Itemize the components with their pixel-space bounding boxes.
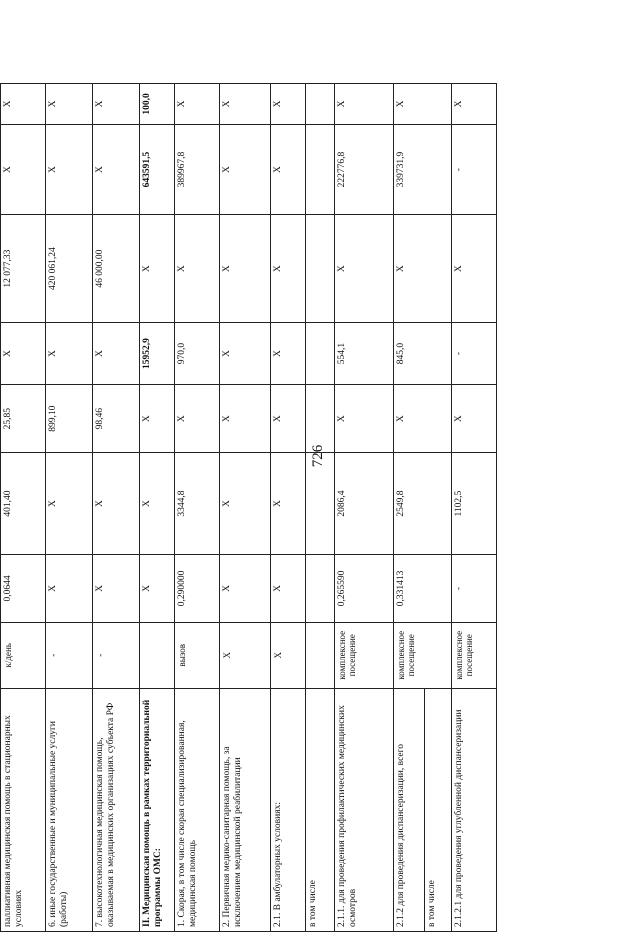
cell-c3: Х <box>271 555 306 623</box>
cell-c6: - <box>452 322 497 384</box>
cell-c8: 339731,9 <box>394 124 452 215</box>
row-name: 2.1. В амбулаторных условиях: <box>271 688 306 931</box>
table-row <box>1 84 46 932</box>
cell-c5: Х <box>335 385 394 453</box>
row-unit <box>306 622 335 688</box>
cell-c5: Х <box>452 385 497 453</box>
cell-c9: Х <box>394 84 452 125</box>
table-row <box>220 84 271 932</box>
cell-c8: - <box>452 124 497 215</box>
cell-c4: Х <box>93 453 140 555</box>
cell-c9: Х <box>452 84 497 125</box>
cell-c5: Х <box>140 385 175 453</box>
cell-c4: 3344,8 <box>175 453 220 555</box>
table-row <box>175 84 220 932</box>
cell-c6: 554,1 <box>335 322 394 384</box>
cell-c4: Х <box>271 453 306 555</box>
table-row <box>394 84 425 932</box>
row-unit: комплексное посещение <box>452 622 497 688</box>
row-unit <box>140 622 175 688</box>
cell-c9: Х <box>175 84 220 125</box>
cell-c5: 899,10 <box>46 385 93 453</box>
cell-c9: Х <box>46 84 93 125</box>
row-name: 2.1.2.1 для проведения углубленной диспансеризации <box>452 688 497 931</box>
cell-c3: 0,0644 <box>1 555 46 623</box>
cell-c8: Х <box>220 124 271 215</box>
cell-c8: Х <box>93 124 140 215</box>
cell-c5: 25,85 <box>1 385 46 453</box>
table-row <box>452 84 497 932</box>
row-name: II. Медицинская помощь в рамках территориальной программы ОМС: <box>140 688 175 931</box>
cell-c5: 98,46 <box>93 385 140 453</box>
cell-c3: Х <box>46 555 93 623</box>
table-row <box>271 84 306 932</box>
cell-c7: 420 061,24 <box>46 215 93 323</box>
cell-c8: 389967,8 <box>175 124 220 215</box>
cell-c9: Х <box>271 84 306 125</box>
cell-c7: Х <box>175 215 220 323</box>
table-row <box>46 84 93 932</box>
cell-c3: 0,290000 <box>175 555 220 623</box>
cell-c3: Х <box>93 555 140 623</box>
cell-c4: 2549,8 <box>394 453 452 555</box>
cell-c7 <box>306 215 335 323</box>
cell-c8: Х <box>1 124 46 215</box>
row-unit: вызов <box>175 622 220 688</box>
row-unit: к/день <box>1 622 46 688</box>
cell-c6: Х <box>220 322 271 384</box>
table-row <box>306 84 335 932</box>
cell-c9: Х <box>220 84 271 125</box>
cell-c4: 401,40 <box>1 453 46 555</box>
cell-c6: Х <box>93 322 140 384</box>
cell-c7: Х <box>220 215 271 323</box>
row-name: 2.1.2 для проведения диспансеризации, всего <box>394 688 425 931</box>
table-row <box>140 84 175 932</box>
row-unit: комплексное посещение <box>394 622 452 688</box>
cell-c6 <box>306 322 335 384</box>
cell-c9: Х <box>93 84 140 125</box>
cell-c7: Х <box>335 215 394 323</box>
cell-c8 <box>306 124 335 215</box>
row-name: в том числе <box>425 688 452 931</box>
row-name: 7. высокотехнологичная медицинская помощь, оказываемая в медицинских организациях субъекта РФ <box>93 688 140 931</box>
cell-c9: Х <box>335 84 394 125</box>
cell-c8: Х <box>271 124 306 215</box>
cell-c5: Х <box>220 385 271 453</box>
row-name: 2. Первичная медико-санитарная помощь, за исключением медицинской реабилитации <box>220 688 271 931</box>
row-name: паллиативная медицинская помощь в стационарных условиях <box>1 688 46 931</box>
cell-c5: Х <box>394 385 452 453</box>
row-unit: - <box>93 622 140 688</box>
cell-c7: Х <box>271 215 306 323</box>
cell-c3: Х <box>220 555 271 623</box>
cell-c7: Х <box>140 215 175 323</box>
row-unit: комплексное посещение <box>335 622 394 688</box>
cell-c7: Х <box>394 215 452 323</box>
cell-c4: Х <box>46 453 93 555</box>
row-unit: - <box>46 622 93 688</box>
cell-c3: 0,331413 <box>394 555 452 623</box>
cell-c3: - <box>452 555 497 623</box>
cell-c6: 845,0 <box>394 322 452 384</box>
cell-c3: 0,265590 <box>335 555 394 623</box>
cell-c6: 15952,9 <box>140 322 175 384</box>
cell-c8: 222776,8 <box>335 124 394 215</box>
table-row <box>335 84 394 932</box>
cell-c7: 12 077,33 <box>1 215 46 323</box>
cell-c6: Х <box>46 322 93 384</box>
cell-c6: Х <box>1 322 46 384</box>
row-name: в том числе <box>306 688 335 931</box>
cell-c4: Х <box>140 453 175 555</box>
cell-c8: Х <box>46 124 93 215</box>
cell-c4 <box>306 453 335 555</box>
cell-c4: Х <box>220 453 271 555</box>
row-unit: Х <box>220 622 271 688</box>
cell-c9: Х <box>1 84 46 125</box>
cell-c3 <box>306 555 335 623</box>
cell-c7: 46 000,00 <box>93 215 140 323</box>
cell-c4: 1102,5 <box>452 453 497 555</box>
cell-c5: Х <box>271 385 306 453</box>
oms-funding-table <box>0 83 497 932</box>
row-name: 2.1.1. для проведения профилактических медицинских осмотров <box>335 688 394 931</box>
cell-c7: Х <box>452 215 497 323</box>
cell-c3: Х <box>140 555 175 623</box>
cell-c4: 2086,4 <box>335 453 394 555</box>
table-row <box>93 84 140 932</box>
cell-c6: Х <box>271 322 306 384</box>
rotated-table-container <box>0 83 488 932</box>
cell-c5: Х <box>175 385 220 453</box>
cell-c9 <box>306 84 335 125</box>
page-number: 726 <box>310 444 326 468</box>
row-name: 6. иные государственные и муниципальные услуги (работы) <box>46 688 93 931</box>
cell-c8: 643591,5 <box>140 124 175 215</box>
cell-c6: 970,0 <box>175 322 220 384</box>
cell-c9: 100,0 <box>140 84 175 125</box>
cell-c5 <box>306 385 335 453</box>
row-name: 1. Скорая, в том числе скорая специализированная, медицинская помощь <box>175 688 220 931</box>
row-unit: Х <box>271 622 306 688</box>
